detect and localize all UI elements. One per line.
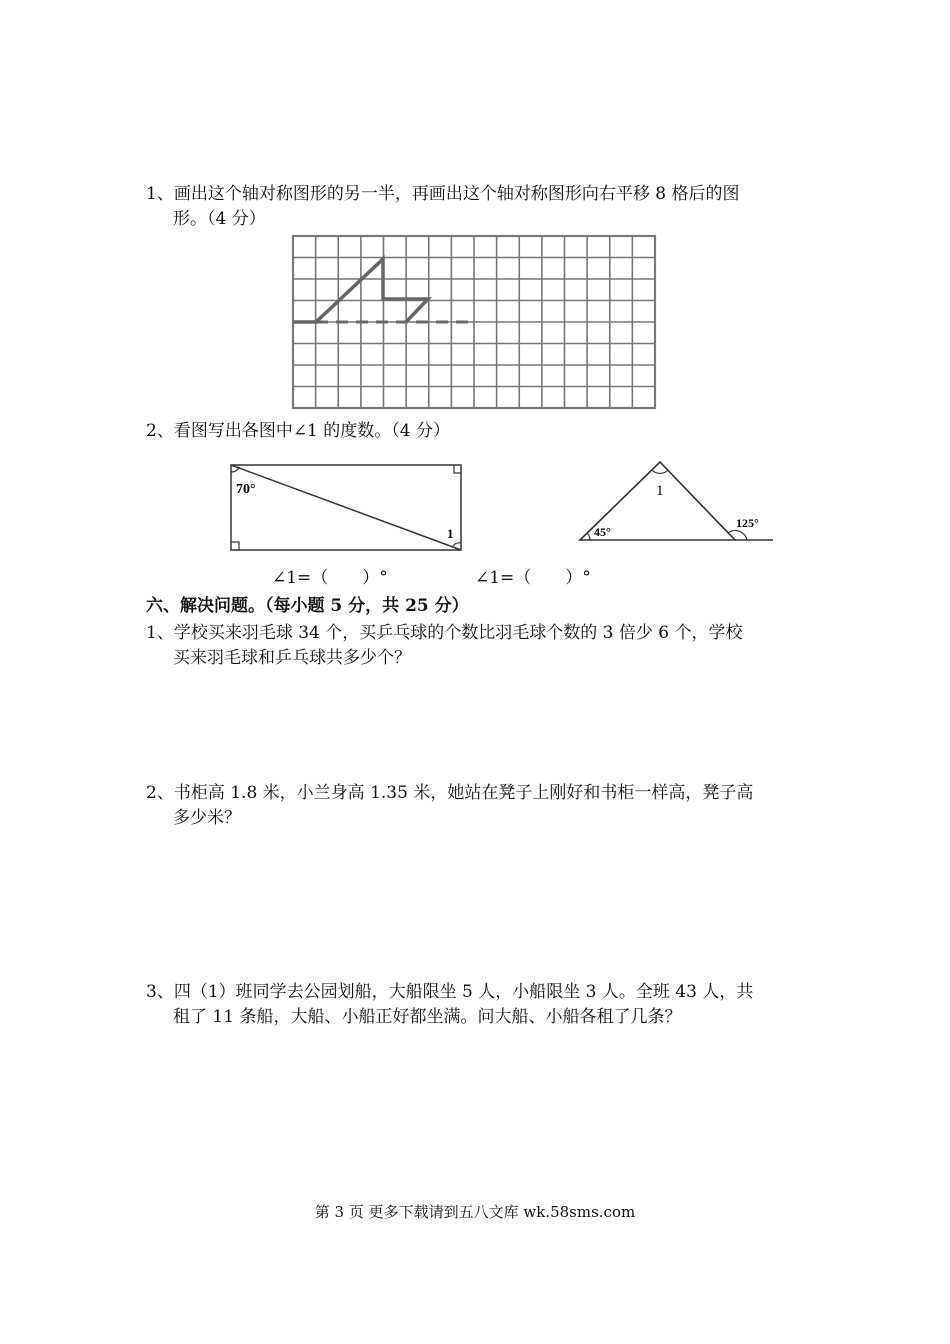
- angle-125-label: 125°: [736, 516, 759, 530]
- s5-q1-line1: 1、画出这个轴对称图形的另一半，再画出这个轴对称图形向右平移 8 格后的图: [146, 184, 740, 204]
- fig1-answer: ∠1=（ ）°: [272, 568, 388, 588]
- s6-q1-line2: 买来羽毛球和乒乓球共多少个？: [173, 648, 411, 668]
- rectangle-figure: [225, 458, 470, 558]
- s6-q2-line2: 多少米？: [173, 808, 241, 828]
- s6-q3-line1: 3、四（1）班同学去公园划船，大船限坐 5 人，小船限坐 3 人。全班 43 人，共: [146, 982, 754, 1002]
- angle-1-label-rect: 1: [447, 526, 454, 541]
- s5-q1-line2: 形。（4 分）: [173, 209, 266, 229]
- fig2-answer: ∠1=（ ）°: [475, 568, 591, 588]
- s6-q3-line2: 租了 11 条船，大船、小船正好都坐满。问大船、小船各租了几条？: [173, 1007, 682, 1027]
- s6-q2-line1: 2、书柜高 1.8 米，小兰身高 1.35 米，她站在凳子上刚好和书柜一样高，凳子高: [146, 783, 754, 803]
- angle-70-label: 70°: [236, 482, 256, 497]
- triangle-figure: [570, 455, 780, 550]
- angle-45-label: 45°: [594, 525, 611, 539]
- angle-1-label-tri: 1: [656, 483, 664, 499]
- page-footer: 第 3 页 更多下载请到五八文库 wk.58sms.com: [314, 1203, 636, 1221]
- section6-heading: 六、解决问题。（每小题 5 分，共 25 分）: [146, 596, 469, 616]
- s5-q2-text: 2、看图写出各图中∠1 的度数。（4 分）: [146, 421, 450, 441]
- s6-q1-line1: 1、学校买来羽毛球 34 个，买乒乓球的个数比羽毛球个数的 3 倍少 6 个，学校: [146, 623, 743, 643]
